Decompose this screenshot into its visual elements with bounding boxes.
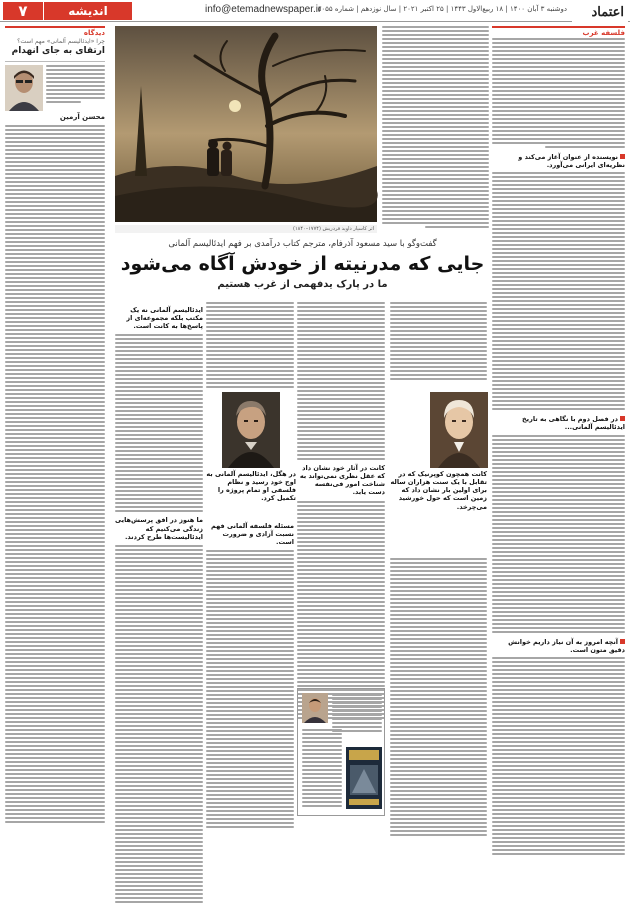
review-subhead	[492, 415, 625, 431]
opinion-title: ارتقای به جای انهدام	[11, 46, 105, 56]
kant-caption: کانت همچون کوپرنیک که در تقابل با یک سنت هزاران ساله برای اولین بار نشان داد که زمین است که حول خورشید می‌چرخد.	[390, 470, 487, 511]
hero-caption: اثر کاسپار داوید فردریش (۱۷۷۴–۱۸۴۰)	[115, 225, 377, 233]
bullet-square-icon	[620, 154, 625, 159]
hegel-portrait-image	[222, 392, 280, 468]
opinion-author-box	[5, 61, 105, 111]
section-label-philosophy: فلسفه غرب	[492, 26, 625, 37]
review-subhead	[492, 638, 625, 654]
author-portrait	[5, 65, 43, 111]
pull-quote: مسئله فلسفه آلمانی فهم نسبت آزادی و ضرورت است.	[211, 522, 294, 547]
opinion-column	[5, 38, 105, 818]
hegel-caption: در هگل، ایدئالیسم آلمانی به اوج خود رسید و نظام فلسفی او تمام پروژه را تکمیل کرد.	[206, 470, 296, 503]
page-number: ۷	[3, 2, 43, 20]
newspaper-logo	[572, 0, 628, 22]
section-tab: اندیشه	[44, 2, 132, 20]
opinion-kicker: چرا «ایدئالیسم آلمانی» مهم است؟	[17, 38, 105, 45]
bullet-square-icon	[620, 639, 625, 644]
book-review-column	[492, 38, 625, 818]
email-address[interactable]: info@etemadnewspaper.ir	[205, 4, 322, 15]
review-subhead	[492, 153, 625, 169]
review-subhead-text: نویسنده از عنوان آغاز می‌کند و نظریه‌ای ایرانی می‌آورد.	[518, 153, 625, 170]
book-cover-image	[346, 747, 382, 809]
section-label-opinion: دیدگاه	[5, 26, 105, 37]
review-subhead-text: آنچه امروز به آن نیاز داریم خوانش دقیق متون است.	[508, 637, 625, 654]
article-kicker: گفت‌وگو با سید مسعود آذرفام، مترجم کتاب درآمدی بر فهم ایدئالیسم آلمانی	[168, 239, 437, 249]
headline-block	[115, 236, 490, 298]
article-intro-text	[382, 26, 489, 234]
author-portrait-image	[5, 65, 43, 111]
article-column-4	[390, 302, 487, 818]
hegel-portrait	[222, 392, 280, 468]
book-cover	[346, 747, 382, 809]
moon	[229, 100, 241, 112]
article-headline: جایی که مدرنیته از خودش آگاه می‌شود	[120, 253, 485, 275]
bullet-square-icon	[620, 416, 625, 421]
hero-painting	[115, 26, 377, 222]
kant-portrait	[430, 392, 488, 468]
article-subhead: ما در پارک یدفهمی از غرب هستیم	[217, 279, 388, 290]
article-column-2	[206, 302, 294, 818]
masthead	[0, 0, 630, 22]
pull-quote: کانت در آثار خود نشان داد که عقل نظری نمی‌تواند به شناخت امور فی‌نفسه دست یابد.	[299, 464, 385, 497]
pull-quote: ما هنوز در افق پرسش‌هایی زندگی می‌کنیم که ایدئالیست‌ها طرح کردند.	[115, 516, 203, 541]
opinion-author: محسن آرمین	[59, 112, 105, 121]
painting-two-men-contemplating-moon	[115, 26, 377, 222]
pull-quote: ایدئالیسم آلمانی نه یک مکتب بلکه مجموعه‌ای از پاسخ‌ها به کانت است.	[126, 306, 203, 331]
review-subhead-text: در فصل دوم با نگاهی به تاریخ ایدئالیسم آلمانی...	[521, 415, 625, 432]
translator-photo	[302, 693, 328, 723]
opinion-lead-text	[46, 65, 105, 111]
logo-text: اعتماد	[591, 5, 624, 20]
article-column-1	[115, 302, 203, 818]
date-line: دوشنبه ۳ آبان ۱۴۰۰ | ۱۸ ربیع‌الاول ۱۴۴۳ | ۲۵ اکتبر ۲۰۲۱ | سال نوزدهم | شماره ۵۰۵۵	[317, 5, 567, 13]
translator-photo-image	[302, 693, 328, 723]
opinion-body-text	[5, 125, 105, 823]
kant-portrait-image	[430, 392, 488, 468]
book-promo-box	[297, 688, 385, 816]
